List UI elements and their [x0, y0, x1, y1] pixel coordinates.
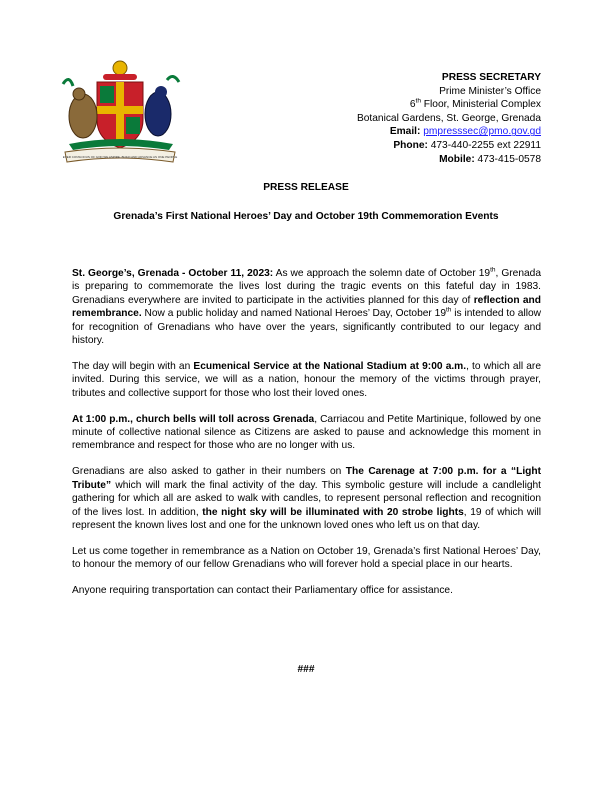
crest-wreath [103, 74, 137, 80]
paragraph-2: The day will begin with an Ecumenical Service at the National Stadium at 9:00 a.m., to which all are invited. During this service, we will as a nation, honour the memory of the victims through prayer, tributes and collective support for those who lost their loved ones. [72, 360, 541, 399]
email-link[interactable]: pmpresssec@pmo.gov.gd [423, 126, 541, 138]
grenada-coat-of-arms-logo [55, 54, 185, 172]
release-body [72, 267, 541, 610]
crest-cross-h [97, 106, 143, 114]
crest-motto: EVER CONSCIOUS OF GOD WE ASPIRE, BUILD AND ADVANCE AS ONE PEOPLE [62, 155, 178, 159]
paragraph-5: Let us come together in remembrance as a Nation on October 19, Grenada’s first National Heroes’ Day, to honour the memory of our fellow Grenadians who will forever hold a special place in our hearts. [72, 545, 541, 571]
header-phone: Phone: 473-440-2255 ext 22911 [393, 139, 541, 151]
crest-armadillo [69, 94, 97, 138]
header-office: Prime Minister’s Office [439, 85, 541, 97]
header-email: Email: pmpresssec@pmo.gov.gd [389, 126, 541, 138]
paragraph-1: St. George’s, Grenada - October 11, 2023: As we approach the solemn date of October 19th, Grenada is preparing to commemorate the lives lost during the tragic events on this fateful day in 1983. Grenadians everywhere are invited to participate in the activities planned for this day of reflection and remembrance. Now a public holiday and named National Heroes’ Day, October 19th is intended to allow for recognition of Grenadians who have over the years, significantly contributed to our legacy and history. [72, 266, 541, 347]
crest-dove [145, 92, 171, 136]
header-address-1: 6th Floor, Ministerial Complex [409, 97, 541, 111]
end-mark: ### [297, 664, 315, 675]
header-mobile: Mobile: 473-415-0578 [439, 153, 541, 165]
crest-crown [113, 61, 127, 75]
header-address-2: Botanical Gardens, St. George, Grenada [356, 112, 541, 124]
press-release-subheading: Grenada’s First National Heroes’ Day and October 19th Commemoration Events [113, 211, 499, 222]
crest-quarter-br [126, 117, 140, 134]
paragraph-3: At 1:00 p.m., church bells will toll across Grenada, Carriacou and Petite Martinique, followed by one minute of collective national silence as Citizens are asked to pause and acknowledge this moment in remembrance and respect for those who are no longer with us. [72, 413, 541, 452]
contact-header [241, 71, 541, 166]
header-title: PRESS SECRETARY [441, 72, 541, 83]
paragraph-4: Grenadians are also asked to gather in their numbers on The Carenage at 7:00 p.m. for a “Light Tribute” which will mark the final activity of the day. This symbolic gesture will include a candlelight gathering for which all are asked to walk with candles, to represent personal reflection and recognition of the lives lost. In addition, the night sky will be illuminated with 20 strobe lights, 19 of which will represent the known lives lost and one for the unknown loved ones who left us on that day. [72, 466, 542, 531]
crest-quarter-tl [100, 86, 114, 103]
paragraph-6: Anyone requiring transportation can contact their Parliamentary office for assistance. [72, 585, 453, 597]
press-release-heading: PRESS RELEASE [263, 182, 349, 193]
